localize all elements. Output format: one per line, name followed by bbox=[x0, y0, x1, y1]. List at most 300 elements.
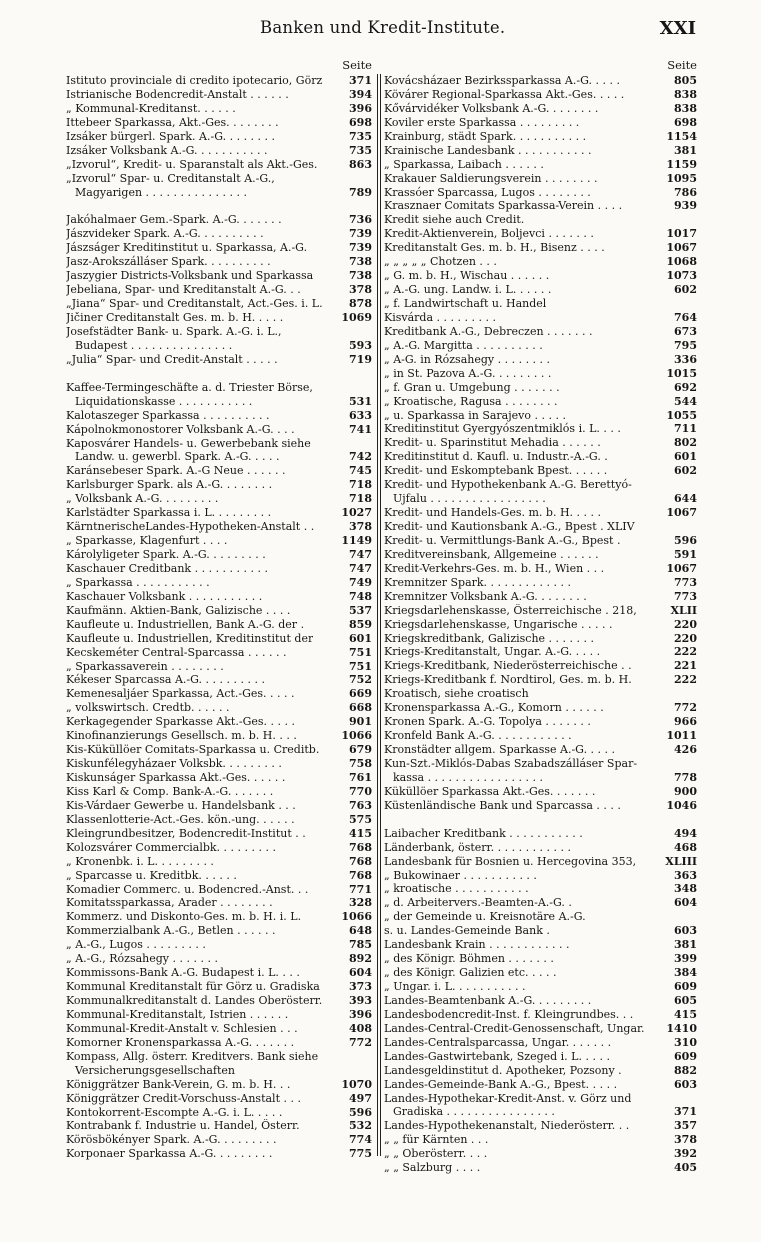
index-entry bbox=[384, 785, 697, 799]
index-entry bbox=[66, 478, 372, 492]
entry-name: „Jiana“ Spar- und Creditanstalt, Act.-Ges. i. L. bbox=[66, 297, 323, 311]
entry-page-number: 778 bbox=[674, 770, 697, 784]
index-entry bbox=[384, 604, 697, 618]
entry-page-number: 745 bbox=[349, 464, 372, 478]
index-entry bbox=[66, 952, 372, 966]
index-entry bbox=[66, 841, 372, 855]
index-entry bbox=[66, 938, 372, 952]
entry-page-number: 736 bbox=[349, 213, 372, 227]
entry-page-number: 901 bbox=[349, 715, 372, 729]
index-entry bbox=[66, 576, 372, 590]
entry-page-number: 1159 bbox=[666, 157, 697, 171]
entry-page-number: 415 bbox=[349, 826, 372, 840]
entry-page-number: 789 bbox=[349, 185, 372, 199]
entry-page-number: 220 bbox=[674, 631, 697, 645]
entry-name: „ „ für Kärnten . . . bbox=[384, 1133, 489, 1147]
entry-name: Kékeser Sparcassa A.-G. . . . . . . . . . bbox=[66, 673, 265, 687]
entry-name: Kiss Karl & Comp. Bank-A.-G. . . . . . . bbox=[66, 784, 274, 798]
entry-name: „ Kronenbk. i. L. . . . . . . . . bbox=[66, 854, 214, 868]
index-entry bbox=[384, 1078, 697, 1092]
entry-page-number: 348 bbox=[674, 882, 697, 896]
entry-name: Kroatisch, siehe croatisch bbox=[384, 687, 529, 701]
entry-page-number: 1095 bbox=[666, 171, 697, 185]
page-title: Banken und Kredit-Institute. bbox=[260, 18, 506, 37]
index-entry bbox=[66, 269, 372, 283]
index-entry bbox=[66, 743, 372, 757]
entry-name: „Izvorul“, Kredit- u. Sparanstalt als Akt.-Ges. bbox=[66, 157, 318, 171]
entry-page-number: 328 bbox=[349, 896, 372, 910]
entry-page-number: 770 bbox=[349, 784, 372, 798]
entry-page-number: 363 bbox=[674, 868, 697, 882]
entry-name: Kreditinstitut d. Kaufl. u. Industr.-A.-G. . bbox=[384, 450, 608, 464]
entry-name: Kisvárda . . . . . . . . . bbox=[384, 310, 496, 324]
entry-name: Landes-Beamtenbank A.-G. . . . . . . . . bbox=[384, 993, 592, 1007]
entry-page-number: 711 bbox=[674, 422, 697, 436]
index-entry bbox=[66, 590, 372, 604]
entry-page-number: 392 bbox=[674, 1147, 697, 1161]
index-entry bbox=[66, 255, 372, 269]
entry-page-number: 735 bbox=[349, 129, 372, 143]
index-entry bbox=[384, 952, 697, 966]
index-entry bbox=[384, 1050, 697, 1064]
index-entry bbox=[66, 1064, 372, 1078]
index-entry bbox=[66, 1119, 372, 1133]
entry-name: „ Kroatische, Ragusa . . . . . . . . bbox=[384, 394, 558, 408]
index-entry bbox=[66, 729, 372, 743]
entry-name: Kommissons-Bank A.-G. Budapest i. L. . . . bbox=[66, 966, 300, 980]
entry-page-number: 1017 bbox=[666, 227, 697, 241]
entry-name: Landes-Gemeinde-Bank A.-G., Bpest. . . . . bbox=[384, 1077, 618, 1091]
entry-page-number: 751 bbox=[349, 659, 372, 673]
entry-name: Landes-Central-Credit-Genossenschaft, Ungar. bbox=[384, 1021, 645, 1035]
entry-page-number: 738 bbox=[349, 255, 372, 269]
entry-name: Kolozsvárer Commercialbk. . . . . . . . . bbox=[66, 840, 276, 854]
index-entry bbox=[384, 1036, 697, 1050]
entry-page-number: 768 bbox=[349, 840, 372, 854]
index-entry bbox=[66, 855, 372, 869]
entry-page-number: 772 bbox=[349, 1035, 372, 1049]
entry-page-number: 633 bbox=[349, 408, 372, 422]
entry-page-number: 773 bbox=[674, 589, 697, 603]
index-entry bbox=[384, 367, 697, 381]
entry-name: Kaschauer Volksbank . . . . . . . . . . . bbox=[66, 589, 263, 603]
entry-name: Kriegsdarlehenskasse, Ungarische . . . . . bbox=[384, 617, 613, 631]
index-entry bbox=[384, 241, 697, 255]
entry-name: Königgrätzer Credit-Vorschuss-Anstalt . . . bbox=[66, 1091, 301, 1105]
entry-page-number: XLIII bbox=[665, 854, 697, 868]
entry-page-number: 1066 bbox=[341, 910, 372, 924]
entry-name: Kaffee-Termingeschäfte a. d. Triester Börse, bbox=[66, 380, 313, 394]
index-entry bbox=[66, 1133, 372, 1147]
index-entry bbox=[384, 1133, 697, 1147]
index-entry bbox=[384, 158, 697, 172]
entry-name: kassa . . . . . . . . . . . . . . . . . bbox=[393, 770, 543, 784]
index-entry bbox=[384, 172, 697, 186]
entry-page-number: 1410 bbox=[666, 1021, 697, 1035]
entry-name: Landes-Hypothekar-Kredit-Anst. v. Görz und bbox=[384, 1091, 632, 1105]
entry-name: Kis-Küküllöer Comitats-Sparkassa u. Creditb. bbox=[66, 743, 320, 757]
index-entry bbox=[384, 227, 697, 241]
index-entry bbox=[384, 186, 697, 200]
entry-page-number: 604 bbox=[674, 896, 697, 910]
entry-name: Budapest . . . . . . . . . . . . . . . bbox=[75, 338, 233, 352]
index-entry bbox=[384, 74, 697, 88]
entry-name: Jászvideker Spark. A.-G. . . . . . . . . . bbox=[66, 227, 264, 241]
entry-page-number: 405 bbox=[674, 1161, 697, 1175]
entry-name: Landesbank Krain . . . . . . . . . . . . bbox=[384, 938, 570, 952]
entry-page-number: 221 bbox=[674, 659, 697, 673]
entry-page-number: 1149 bbox=[341, 534, 372, 548]
entry-name: Komitatssparkassa, Arader . . . . . . . . bbox=[66, 896, 273, 910]
entry-page-number: 775 bbox=[349, 1147, 372, 1161]
entry-name: Kredit- u. Vermittlungs-Bank A.-G., Bpest . bbox=[384, 533, 621, 547]
entry-name: KärntnerischeLandes-Hypotheken-Anstalt . . bbox=[66, 520, 315, 534]
index-entry bbox=[384, 855, 697, 869]
entry-page-number: 742 bbox=[349, 450, 372, 464]
entry-name: Kreditbank A.-G., Debreczen . . . . . . . bbox=[384, 324, 593, 338]
index-entry bbox=[384, 938, 697, 952]
index-entry bbox=[66, 492, 372, 506]
entry-page-number: 719 bbox=[349, 352, 372, 366]
index-entry bbox=[384, 618, 697, 632]
index-entry bbox=[384, 381, 697, 395]
entry-name: Ujfalu . . . . . . . . . . . . . . . . . bbox=[393, 492, 546, 506]
index-entry bbox=[66, 74, 372, 88]
entry-name: Kronfeld Bank A.-G. . . . . . . . . . . . bbox=[384, 729, 572, 743]
entry-name: „ kroatische . . . . . . . . . . . bbox=[384, 882, 529, 896]
entry-page-number: 786 bbox=[674, 185, 697, 199]
entry-page-number: 399 bbox=[674, 952, 697, 966]
entry-name: „ „ Oberösterr. . . . bbox=[384, 1147, 488, 1161]
entry-page-number: 396 bbox=[349, 1007, 372, 1021]
entry-name: s. u. Landes-Gemeinde Bank . bbox=[384, 924, 550, 938]
index-entry bbox=[66, 1050, 372, 1064]
entry-page-number: 468 bbox=[674, 840, 697, 854]
index-entry bbox=[384, 1119, 697, 1133]
index-entry bbox=[66, 813, 372, 827]
entry-name: „ A.-G. ung. Landw. i. L. . . . . . bbox=[384, 283, 552, 297]
index-entry bbox=[66, 757, 372, 771]
entry-name: Magyarigen . . . . . . . . . . . . . . . bbox=[75, 185, 247, 199]
entry-name: „ Volksbank A.-G. . . . . . . . . bbox=[66, 492, 219, 506]
index-entry bbox=[66, 534, 372, 548]
entry-page-number: 1068 bbox=[666, 255, 697, 269]
index-entry bbox=[384, 632, 697, 646]
entry-page-number: 644 bbox=[674, 492, 697, 506]
entry-name: Kriegskreditbank, Galizische . . . . . . . bbox=[384, 631, 594, 645]
entry-name: „ des Königr. Galizien etc. . . . . bbox=[384, 966, 557, 980]
entry-name: Königgrätzer Bank-Verein, G. m. b. H. . . bbox=[66, 1077, 291, 1091]
entry-page-number: 1073 bbox=[666, 269, 697, 283]
entry-page-number: 768 bbox=[349, 854, 372, 868]
entry-page-number: 396 bbox=[349, 101, 372, 115]
entry-name: Kun-Szt.-Miklós-Dabas Szabadszálláser Spar- bbox=[384, 756, 638, 770]
index-entry bbox=[384, 729, 697, 743]
index-entry bbox=[66, 604, 372, 618]
entry-page-number: 1067 bbox=[666, 241, 697, 255]
index-entry bbox=[66, 687, 372, 701]
entry-page-number: 591 bbox=[674, 547, 697, 561]
page-number: XXI bbox=[659, 18, 696, 39]
index-entry bbox=[66, 785, 372, 799]
index-entry bbox=[384, 771, 697, 785]
entry-name: Kövárer Regional-Sparkassa Akt.-Ges. . . . . bbox=[384, 87, 625, 101]
index-entry bbox=[66, 924, 372, 938]
entry-page-number: 739 bbox=[349, 227, 372, 241]
entry-name: Izsáker bürgerl. Spark. A.-G. . . . . . . . bbox=[66, 129, 276, 143]
entry-page-number: 531 bbox=[349, 394, 372, 408]
index-entry bbox=[66, 450, 372, 464]
index-entry bbox=[66, 994, 372, 1008]
index-entry bbox=[384, 213, 697, 227]
column-divider-line bbox=[380, 74, 381, 1156]
entry-page-number: 768 bbox=[349, 868, 372, 882]
entry-page-number: 603 bbox=[674, 924, 697, 938]
index-entry bbox=[66, 1022, 372, 1036]
index-entry bbox=[66, 437, 372, 451]
entry-name: „ Sparkasse, Klagenfurt . . . . bbox=[66, 534, 228, 548]
index-entry bbox=[66, 158, 372, 172]
entry-page-number: 773 bbox=[674, 575, 697, 589]
entry-name: Liquidationskasse . . . . . . . . . . . bbox=[75, 394, 253, 408]
seite-label: Seite bbox=[667, 58, 697, 72]
index-entry bbox=[384, 896, 697, 910]
index-entry bbox=[66, 241, 372, 255]
entry-page-number: 602 bbox=[674, 283, 697, 297]
index-entry bbox=[384, 645, 697, 659]
entry-page-number: 373 bbox=[349, 980, 372, 994]
index-entry bbox=[66, 381, 372, 395]
index-entry bbox=[66, 562, 372, 576]
entry-name: „ f. Gran u. Umgebung . . . . . . . bbox=[384, 380, 560, 394]
entry-name: Kredit-Aktienverein, Boljevci . . . . . . . bbox=[384, 227, 594, 241]
entry-page-number: 593 bbox=[349, 338, 372, 352]
index-entry bbox=[384, 687, 697, 701]
index-entry bbox=[66, 423, 372, 437]
entry-name: Kreditanstalt Ges. m. b. H., Bisenz . . . . bbox=[384, 241, 605, 255]
index-entry bbox=[384, 102, 697, 116]
entry-name: „ Sparcasse u. Kreditbk. . . . . . bbox=[66, 868, 237, 882]
index-entry bbox=[66, 311, 372, 325]
index-entry bbox=[66, 464, 372, 478]
index-entry bbox=[384, 1161, 697, 1175]
entry-page-number: XLII bbox=[670, 603, 697, 617]
entry-page-number: 735 bbox=[349, 143, 372, 157]
entry-name: Korponaer Sparkassa A.-G. . . . . . . . . bbox=[66, 1147, 273, 1161]
index-entry bbox=[66, 646, 372, 660]
index-entry bbox=[66, 548, 372, 562]
index-entry bbox=[384, 255, 697, 269]
entry-page-number: 378 bbox=[349, 520, 372, 534]
index-entry bbox=[384, 297, 697, 311]
index-entry bbox=[66, 1036, 372, 1050]
entry-name: Krassóer Sparcassa, Lugos . . . . . . . . bbox=[384, 185, 591, 199]
index-entry bbox=[384, 116, 697, 130]
entry-name: Kovácsházaer Bezirkssparkassa A.-G. . . . . bbox=[384, 74, 620, 87]
entry-name: Landesbank für Bosnien u. Hercegovina 353, bbox=[384, 854, 637, 868]
entry-name: Landw. u. gewerbl. Spark. A.-G. . . . . bbox=[75, 450, 280, 464]
index-entry bbox=[384, 562, 697, 576]
entry-name: Karlstädter Sparkassa i. L. . . . . . . . . bbox=[66, 506, 272, 520]
index-entry bbox=[66, 1106, 372, 1120]
entry-page-number: 752 bbox=[349, 673, 372, 687]
index-entry bbox=[384, 715, 697, 729]
entry-name: Küstenländische Bank und Sparcassa . . . . bbox=[384, 798, 621, 812]
index-entry bbox=[384, 910, 697, 924]
index-entry bbox=[66, 869, 372, 883]
entry-name: Josefstädter Bank- u. Spark. A.-G. i. L., bbox=[66, 324, 282, 338]
entry-page-number: 601 bbox=[674, 450, 697, 464]
left-index-column bbox=[66, 56, 372, 1161]
entry-page-number: 609 bbox=[674, 980, 697, 993]
entry-page-number: 222 bbox=[674, 645, 697, 659]
index-entry bbox=[66, 701, 372, 715]
index-entry bbox=[384, 841, 697, 855]
entry-page-number: 802 bbox=[674, 436, 697, 450]
entry-page-number: 774 bbox=[349, 1133, 372, 1147]
index-entry bbox=[66, 102, 372, 116]
index-entry bbox=[384, 659, 697, 673]
entry-name: Istrianische Bodencredit-Anstalt . . . . . . bbox=[66, 87, 289, 101]
entry-name: Jebeliana, Spar- und Kreditanstalt A.-G. . . bbox=[66, 283, 301, 297]
entry-page-number: 596 bbox=[349, 1105, 372, 1119]
entry-name: Kredit- u. Sparinstitut Mehadia . . . . . . bbox=[384, 436, 601, 450]
entry-page-number: 966 bbox=[674, 715, 697, 729]
entry-page-number: 378 bbox=[349, 283, 372, 297]
index-entry bbox=[384, 534, 697, 548]
entry-name: Länderbank, österr. . . . . . . . . . . . bbox=[384, 840, 572, 854]
entry-page-number: 1066 bbox=[341, 729, 372, 743]
entry-page-number: 838 bbox=[674, 87, 697, 101]
entry-page-number: 748 bbox=[349, 589, 372, 603]
entry-page-number: 1015 bbox=[666, 366, 697, 380]
entry-page-number: 426 bbox=[674, 743, 697, 756]
entry-name: „Julia“ Spar- und Credit-Anstalt . . . . . bbox=[66, 352, 278, 366]
index-entry bbox=[66, 283, 372, 297]
entry-page-number: 393 bbox=[349, 994, 372, 1007]
entry-page-number: 763 bbox=[349, 798, 372, 812]
entry-page-number: 310 bbox=[674, 1035, 697, 1049]
index-entry bbox=[66, 632, 372, 646]
entry-page-number: 381 bbox=[674, 143, 697, 157]
index-entry bbox=[384, 520, 697, 534]
entry-page-number: 761 bbox=[349, 771, 372, 784]
entry-name: Kompass, Allg. österr. Kreditvers. Bank siehe bbox=[66, 1049, 319, 1063]
entry-name: „ f. Landwirtschaft u. Handel bbox=[384, 297, 547, 310]
entry-name: Kredit-Verkehrs-Ges. m. b. H., Wien . . . bbox=[384, 561, 605, 575]
index-entry bbox=[66, 771, 372, 785]
index-entry bbox=[66, 883, 372, 897]
entry-name: Karlsburger Spark. als A.-G. . . . . . . . bbox=[66, 478, 273, 492]
entry-name: Izsáker Volksbank A.-G. . . . . . . . . . . bbox=[66, 143, 268, 157]
entry-page-number: 758 bbox=[349, 757, 372, 771]
entry-name: Komorner Kronensparkassa A.-G. . . . . . . bbox=[66, 1035, 295, 1049]
entry-name: „ der Gemeinde u. Kreisnotäre A.-G. bbox=[384, 910, 586, 924]
index-entry bbox=[384, 283, 697, 297]
entry-name: Jászságer Kreditinstitut u. Sparkassa, A.-G. bbox=[66, 241, 308, 255]
entry-page-number: 698 bbox=[674, 115, 697, 129]
index-entry bbox=[66, 227, 372, 241]
entry-page-number: 751 bbox=[349, 645, 372, 659]
entry-name: Kronstädter allgem. Sparkasse A.-G. . . . . bbox=[384, 743, 616, 756]
index-entry bbox=[66, 339, 372, 353]
entry-page-number: 1046 bbox=[666, 798, 697, 812]
entry-page-number: 603 bbox=[674, 1077, 697, 1091]
entry-name: „ G. m. b. H., Wischau . . . . . . bbox=[384, 269, 550, 283]
entry-page-number: 738 bbox=[349, 269, 372, 283]
entry-name: Karánsebeser Spark. A.-G Neue . . . . . . bbox=[66, 464, 286, 478]
index-entry bbox=[384, 450, 697, 464]
entry-page-number: 718 bbox=[349, 478, 372, 492]
index-entry bbox=[66, 673, 372, 687]
entry-page-number: 575 bbox=[349, 812, 372, 826]
entry-name: Kaufleute u. Industriellen, Kreditinstitut der bbox=[66, 631, 314, 645]
index-entry bbox=[384, 422, 697, 436]
entry-name: „ Sparkassaverein . . . . . . . . bbox=[66, 659, 224, 673]
column-divider-line bbox=[377, 74, 378, 1156]
entry-name: Kredit- und Hypothekenbank A.-G. Berettyó- bbox=[384, 478, 632, 492]
entry-name: „ A.-G., Lugos . . . . . . . . . bbox=[66, 938, 206, 952]
section-gap bbox=[384, 813, 697, 827]
entry-page-number: 771 bbox=[349, 882, 372, 896]
index-entry bbox=[384, 325, 697, 339]
index-entry bbox=[384, 590, 697, 604]
index-entry bbox=[384, 827, 697, 841]
entry-name: Körösbökényer Spark. A.-G. . . . . . . . . bbox=[66, 1133, 277, 1147]
entry-name: Kaposvárer Handels- u. Gewerbebank siehe bbox=[66, 436, 311, 450]
index-entry bbox=[66, 520, 372, 534]
entry-page-number: 764 bbox=[674, 310, 697, 324]
index-entry bbox=[66, 297, 372, 311]
entry-page-number: 371 bbox=[349, 74, 372, 87]
entry-page-number: 747 bbox=[349, 561, 372, 575]
index-entry bbox=[66, 715, 372, 729]
entry-name: „ in St. Pazova A.-G. . . . . . . . . bbox=[384, 366, 552, 380]
entry-name: Krasznaer Comitats Sparkassa-Verein . . . . bbox=[384, 199, 623, 213]
index-entry bbox=[384, 436, 697, 450]
entry-page-number: 378 bbox=[674, 1133, 697, 1147]
seite-label: Seite bbox=[342, 58, 372, 72]
entry-page-number: 1070 bbox=[341, 1077, 372, 1091]
entry-name: Kommerz. und Diskonto-Ges. m. b. H. i. L. bbox=[66, 910, 302, 924]
entry-name: Landes-Centralsparcassa, Ungar. . . . . . . bbox=[384, 1035, 612, 1049]
entry-name: Jaszygier Districts-Volksbank und Sparkassa bbox=[66, 269, 314, 283]
index-entry bbox=[384, 994, 697, 1008]
entry-name: Kiskunságer Sparkassa Akt.-Ges. . . . . . bbox=[66, 771, 286, 784]
entry-page-number: 741 bbox=[349, 422, 372, 436]
entry-page-number: 838 bbox=[674, 101, 697, 115]
index-entry bbox=[66, 799, 372, 813]
entry-page-number: 1067 bbox=[666, 506, 697, 520]
index-entry bbox=[384, 1022, 697, 1036]
index-entry bbox=[66, 213, 372, 227]
index-entry bbox=[66, 1008, 372, 1022]
entry-page-number: 795 bbox=[674, 338, 697, 352]
entry-name: Kommunal Kreditanstalt für Görz u. Gradiska bbox=[66, 980, 320, 994]
index-entry bbox=[384, 673, 697, 687]
entry-name: Kővárvidéker Volksbank A.-G. . . . . . . . bbox=[384, 101, 599, 115]
entry-name: „ u. Sparkassa in Sarajevo . . . . . bbox=[384, 408, 566, 422]
index-entry bbox=[384, 88, 697, 102]
index-entry bbox=[66, 325, 372, 339]
entry-page-number: 220 bbox=[674, 617, 697, 631]
index-entry bbox=[66, 660, 372, 674]
entry-name: Kápolnokmonostorer Volksbank A.-G. . . . bbox=[66, 422, 295, 436]
section-gap bbox=[66, 199, 372, 213]
index-entry bbox=[66, 116, 372, 130]
entry-name: Kaufleute u. Industriellen, Bank A.-G. der . bbox=[66, 617, 305, 631]
index-entry bbox=[66, 1078, 372, 1092]
